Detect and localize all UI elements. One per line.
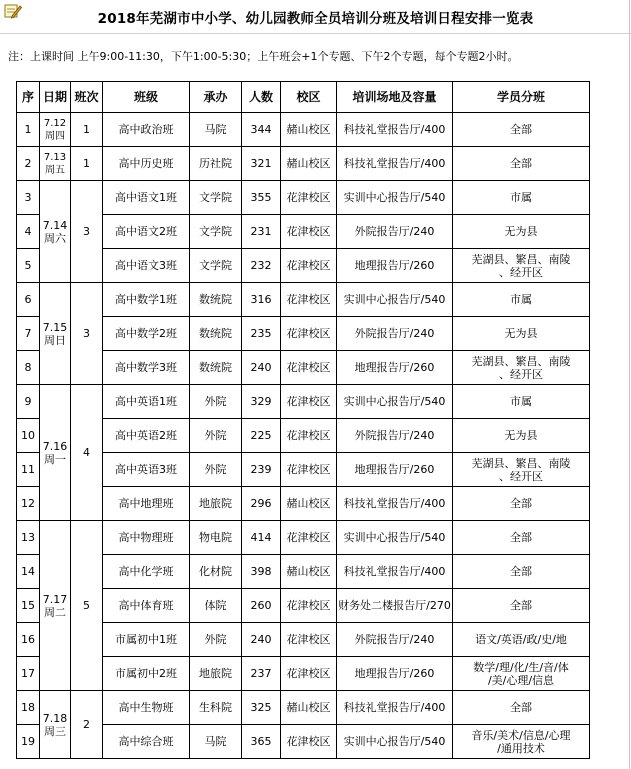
row-seq: 17	[17, 657, 40, 691]
assignment-line: 全部	[510, 565, 532, 578]
class-count-cell: 5	[71, 521, 103, 691]
table-row	[17, 487, 590, 521]
row-assignment	[453, 147, 590, 181]
row-seq: 2	[17, 147, 40, 181]
schedule-table	[16, 81, 590, 759]
row-class: 高中英语3班	[103, 453, 190, 487]
schedule-note: 注：上课时间 上午9:00-11:30，下午1:00-5:30；上午班会+1个专题、下午2个专题，每个专题2小时。	[8, 50, 519, 63]
row-seq: 13	[17, 521, 40, 555]
row-assignment	[453, 487, 590, 521]
assignment-line: 全部	[510, 531, 532, 544]
date-weekday: 周四	[45, 130, 65, 142]
table-row	[17, 589, 590, 623]
row-assignment	[453, 283, 590, 317]
row-people: 237	[242, 657, 281, 691]
row-venue: 外院报告厅/240	[337, 317, 453, 351]
row-class: 高中综合班	[103, 725, 190, 759]
date-day: 7.12	[43, 117, 67, 129]
date-cell	[40, 385, 71, 521]
row-organizer: 数统院	[190, 283, 242, 317]
row-venue: 实训中心报告厅/540	[337, 181, 453, 215]
row-organizer: 数统院	[190, 317, 242, 351]
row-venue: 地理报告厅/260	[337, 657, 453, 691]
assignment-line: 无为县	[504, 225, 538, 238]
table-row	[17, 555, 590, 589]
row-seq: 18	[17, 691, 40, 725]
header-campus: 校区	[281, 82, 337, 113]
assignment-line: 芜湖县、繁昌、南陵	[471, 252, 571, 266]
row-class: 高中体育班	[103, 589, 190, 623]
title-bar	[0, 0, 631, 34]
header-row	[17, 82, 590, 113]
header-venue: 培训场地及容量	[337, 82, 453, 113]
row-campus: 花津校区	[281, 181, 337, 215]
row-campus: 赭山校区	[281, 555, 337, 589]
table-row	[17, 317, 590, 351]
row-class: 高中语文3班	[103, 249, 190, 283]
row-organizer: 化材院	[190, 555, 242, 589]
row-seq: 14	[17, 555, 40, 589]
assignment-line: 全部	[510, 701, 532, 714]
row-seq: 9	[17, 385, 40, 419]
row-organizer: 体院	[190, 589, 242, 623]
row-people: 316	[242, 283, 281, 317]
row-venue: 外院报告厅/240	[337, 623, 453, 657]
class-count-cell: 2	[71, 691, 103, 759]
row-venue: 实训中心报告厅/540	[337, 725, 453, 759]
row-people: 240	[242, 351, 281, 385]
class-count-cell: 3	[71, 181, 103, 283]
row-people: 329	[242, 385, 281, 419]
assignment-line: 语文/英语/政/史/地	[475, 633, 567, 646]
row-campus: 花津校区	[281, 725, 337, 759]
class-count-cell: 3	[71, 283, 103, 385]
row-people: 321	[242, 147, 281, 181]
row-organizer: 生科院	[190, 691, 242, 725]
assignment-line: 无为县	[504, 429, 538, 442]
date-weekday: 周六	[44, 231, 66, 245]
header-seq: 序	[17, 82, 40, 113]
row-venue: 科技礼堂报告厅/400	[337, 555, 453, 589]
row-people: 344	[242, 113, 281, 147]
row-seq: 11	[17, 453, 40, 487]
row-people: 231	[242, 215, 281, 249]
date-weekday: 周三	[44, 724, 66, 738]
row-venue: 科技礼堂报告厅/400	[337, 113, 453, 147]
date-weekday: 周一	[44, 452, 66, 466]
table-row	[17, 283, 590, 317]
row-assignment	[453, 589, 590, 623]
table-row	[17, 351, 590, 385]
row-assignment	[453, 725, 590, 759]
header-assignment: 学员分班	[453, 82, 590, 113]
row-organizer: 文学院	[190, 215, 242, 249]
row-organizer: 外院	[190, 385, 242, 419]
table-row	[17, 453, 590, 487]
row-people: 240	[242, 623, 281, 657]
assignment-line: 市属	[510, 191, 532, 204]
row-campus: 花津校区	[281, 623, 337, 657]
row-class: 市属初中1班	[103, 623, 190, 657]
row-campus: 赭山校区	[281, 113, 337, 147]
row-assignment	[453, 657, 590, 691]
date-cell	[40, 147, 71, 181]
row-assignment	[453, 385, 590, 419]
row-people: 232	[242, 249, 281, 283]
date-weekday: 周五	[45, 164, 65, 176]
row-assignment	[453, 419, 590, 453]
row-assignment	[453, 113, 590, 147]
row-class: 高中地理班	[103, 487, 190, 521]
date-cell	[40, 521, 71, 691]
table-row	[17, 181, 590, 215]
row-organizer: 文学院	[190, 249, 242, 283]
row-people: 398	[242, 555, 281, 589]
row-assignment	[453, 521, 590, 555]
assignment-line: 市属	[510, 395, 532, 408]
row-organizer: 物电院	[190, 521, 242, 555]
row-people: 355	[242, 181, 281, 215]
table-row	[17, 215, 590, 249]
table-row	[17, 623, 590, 657]
table-row	[17, 113, 590, 147]
row-organizer: 文学院	[190, 181, 242, 215]
date-day: 7.13	[43, 151, 67, 163]
table-row	[17, 385, 590, 419]
table-row	[17, 691, 590, 725]
table-row	[17, 419, 590, 453]
row-people: 414	[242, 521, 281, 555]
row-seq: 1	[17, 113, 40, 147]
date-cell	[40, 691, 71, 759]
row-seq: 4	[17, 215, 40, 249]
row-seq: 15	[17, 589, 40, 623]
row-seq: 19	[17, 725, 40, 759]
row-campus: 花津校区	[281, 215, 337, 249]
row-organizer: 数统院	[190, 351, 242, 385]
row-campus: 花津校区	[281, 249, 337, 283]
row-organizer: 马院	[190, 113, 242, 147]
assignment-line: 、经开区	[499, 469, 543, 483]
row-venue: 科技礼堂报告厅/400	[337, 691, 453, 725]
class-count-cell: 1	[71, 147, 103, 181]
date-cell	[40, 113, 71, 147]
row-venue: 地理报告厅/260	[337, 351, 453, 385]
row-seq: 3	[17, 181, 40, 215]
row-organizer: 地旅院	[190, 487, 242, 521]
assignment-line: 、经开区	[499, 265, 543, 279]
row-class: 高中化学班	[103, 555, 190, 589]
row-class: 高中语文1班	[103, 181, 190, 215]
assignment-line: 芜湖县、繁昌、南陵	[471, 354, 571, 368]
row-campus: 花津校区	[281, 385, 337, 419]
row-assignment	[453, 453, 590, 487]
row-assignment	[453, 623, 590, 657]
row-people: 325	[242, 691, 281, 725]
row-assignment	[453, 691, 590, 725]
table-row	[17, 657, 590, 691]
assignment-line: 芜湖县、繁昌、南陵	[471, 456, 571, 470]
assignment-line: 全部	[510, 497, 532, 510]
row-campus: 花津校区	[281, 419, 337, 453]
row-seq: 5	[17, 249, 40, 283]
class-count-cell: 1	[71, 113, 103, 147]
row-organizer: 马院	[190, 725, 242, 759]
schedule-body	[17, 113, 590, 759]
page-title: 2018年芜湖市中小学、幼儿园教师全员培训分班及培训日程安排一览表	[97, 11, 534, 27]
assignment-line: 音乐/美术/信息/心理	[471, 728, 571, 742]
row-assignment	[453, 215, 590, 249]
row-class: 高中物理班	[103, 521, 190, 555]
assignment-line: /通用技术	[497, 741, 545, 755]
row-assignment	[453, 351, 590, 385]
row-organizer: 外院	[190, 419, 242, 453]
row-campus: 花津校区	[281, 657, 337, 691]
header-class: 班级	[103, 82, 190, 113]
window-edge	[629, 0, 630, 769]
row-seq: 12	[17, 487, 40, 521]
class-count-cell: 4	[71, 385, 103, 521]
row-class: 高中语文2班	[103, 215, 190, 249]
row-assignment	[453, 181, 590, 215]
row-seq: 7	[17, 317, 40, 351]
row-venue: 外院报告厅/240	[337, 419, 453, 453]
row-assignment	[453, 555, 590, 589]
assignment-line: /美/心理/信息	[487, 673, 555, 687]
date-day: 7.14	[42, 218, 68, 232]
row-venue: 实训中心报告厅/540	[337, 521, 453, 555]
row-assignment	[453, 249, 590, 283]
assignment-line: 、经开区	[499, 367, 543, 381]
row-venue: 实训中心报告厅/540	[337, 385, 453, 419]
row-people: 260	[242, 589, 281, 623]
row-venue: 科技礼堂报告厅/400	[337, 147, 453, 181]
date-cell	[40, 181, 71, 283]
row-venue: 科技礼堂报告厅/400	[337, 487, 453, 521]
row-class: 高中英语1班	[103, 385, 190, 419]
row-campus: 花津校区	[281, 521, 337, 555]
table-row	[17, 725, 590, 759]
assignment-line: 全部	[510, 157, 532, 170]
row-class: 高中数学1班	[103, 283, 190, 317]
row-venue: 实训中心报告厅/540	[337, 283, 453, 317]
date-day: 7.15	[42, 320, 68, 334]
header-organizer: 承办	[190, 82, 242, 113]
row-people: 296	[242, 487, 281, 521]
header-people: 人数	[242, 82, 281, 113]
row-venue: 地理报告厅/260	[337, 249, 453, 283]
row-venue: 地理报告厅/260	[337, 453, 453, 487]
assignment-line: 全部	[510, 599, 532, 612]
row-class: 市属初中2班	[103, 657, 190, 691]
row-campus: 花津校区	[281, 351, 337, 385]
row-seq: 10	[17, 419, 40, 453]
row-class: 高中政治班	[103, 113, 190, 147]
row-people: 239	[242, 453, 281, 487]
row-organizer: 地旅院	[190, 657, 242, 691]
date-weekday: 周二	[44, 605, 66, 619]
row-campus: 赭山校区	[281, 691, 337, 725]
row-venue: 外院报告厅/240	[337, 215, 453, 249]
date-cell	[40, 283, 71, 385]
header-count: 班次	[71, 82, 103, 113]
row-class: 高中生物班	[103, 691, 190, 725]
row-seq: 6	[17, 283, 40, 317]
row-class: 高中英语2班	[103, 419, 190, 453]
date-weekday: 周日	[44, 333, 66, 347]
row-organizer: 外院	[190, 453, 242, 487]
date-day: 7.18	[42, 711, 68, 725]
row-people: 225	[242, 419, 281, 453]
row-class: 高中数学3班	[103, 351, 190, 385]
row-campus: 花津校区	[281, 283, 337, 317]
assignment-line: 全部	[510, 123, 532, 136]
header-date: 日期	[40, 82, 71, 113]
row-campus: 花津校区	[281, 589, 337, 623]
row-class: 高中历史班	[103, 147, 190, 181]
row-organizer: 历社院	[190, 147, 242, 181]
row-venue: 财务处二楼报告厅/270	[337, 589, 453, 623]
row-campus: 赭山校区	[281, 487, 337, 521]
row-people: 365	[242, 725, 281, 759]
table-row	[17, 147, 590, 181]
row-campus: 花津校区	[281, 317, 337, 351]
date-day: 7.16	[42, 439, 68, 453]
row-organizer: 外院	[190, 623, 242, 657]
row-campus: 花津校区	[281, 453, 337, 487]
table-row	[17, 249, 590, 283]
assignment-line: 数学/理/化/生/音/体	[473, 660, 569, 674]
row-assignment	[453, 317, 590, 351]
assignment-line: 市属	[510, 293, 532, 306]
row-class: 高中数学2班	[103, 317, 190, 351]
assignment-line: 无为县	[504, 327, 538, 340]
row-seq: 8	[17, 351, 40, 385]
row-campus: 赭山校区	[281, 147, 337, 181]
row-seq: 16	[17, 623, 40, 657]
table-row	[17, 521, 590, 555]
date-day: 7.17	[42, 592, 68, 606]
row-people: 235	[242, 317, 281, 351]
